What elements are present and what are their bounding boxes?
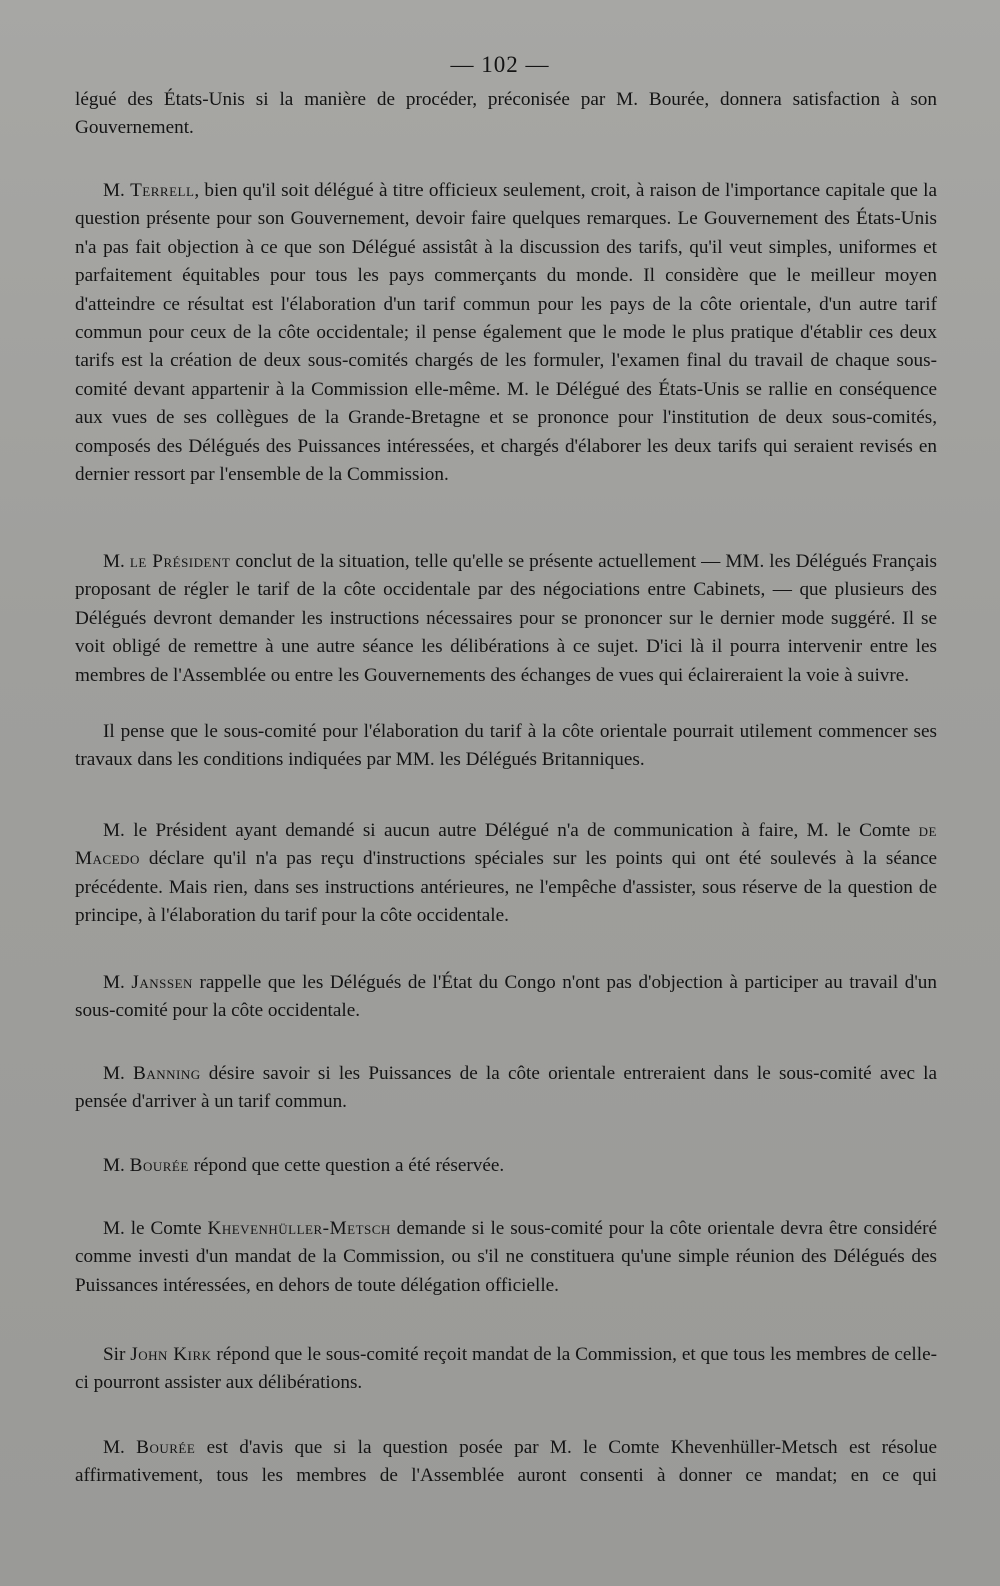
speaker-name: de Macedo [75, 820, 937, 870]
paragraph-janssen [75, 969, 937, 1026]
paragraph-text: Il pense que le sous-comité pour l'élaboration du tarif à la côte orientale pourrait utilement commencer ses travaux dans les conditions indiquées par MM. les Délégués Britanniques. [75, 721, 937, 771]
paragraph-lead: M. [103, 1155, 130, 1176]
paragraph-lead: M. le Président ayant demandé si aucun autre Délégué n'a de communication à faire, M. le Comte [103, 820, 919, 841]
paragraph-lead: M. [103, 180, 131, 201]
speaker-name: le Président [129, 551, 231, 572]
page-number: — 102 — [450, 52, 550, 77]
paragraph-lead: M. le Comte [103, 1218, 208, 1239]
paragraph-lead: M. [103, 551, 130, 572]
paragraph-president-2 [75, 718, 937, 775]
paragraph-text: rappelle que les Délégués de l'État du Congo n'ont pas d'objection à participer au travail d'un sous-comité pour la côte occidentale. [75, 972, 937, 1022]
paragraph-text: déclare qu'il n'a pas reçu d'instructions spéciales sur les points qui ont été soulevés à la séance précédente. Mais rien, dans ses instructions antérieures, ne l'empêche d'assister, sous réserve de la question de principe, à l'élaboration du tarif pour la côte occidentale. [75, 848, 937, 927]
speaker-name: Bourée [129, 1155, 189, 1176]
speaker-name: John Kirk [130, 1344, 212, 1365]
paragraph-banning [75, 1060, 937, 1117]
paragraph-terrell [75, 177, 937, 489]
paragraph-text: conclut de la situation, telle qu'elle se présente actuellement — MM. les Délégués Français proposant de régler le tarif de la côte occidentale par des négociations entre Cabinets, — que plusieurs des Délégués devront demander les instructions nécessaires pour se prononcer sur le dernier mode suggéré. Il se voit obligé de remettre à une autre séance les délibérations à ce sujet. D'ici là il pourra intervenir entre les membres de l'Assemblée ou entre les Gouvernements des échanges de vues qui éclaireraient la voie à suivre. [75, 551, 938, 686]
paragraph-text: légué des États-Unis si la manière de procéder, préconisée par M. Bourée, donnera satisfaction à son Gouvernement. [75, 89, 937, 139]
paragraph-text: est d'avis que si la question posée par M. le Comte Khevenhüller-Metsch est résolue affirmativement, tous les membres de l'Assemblée auront consenti à donner ce mandat; en ce qui [75, 1437, 937, 1487]
paragraph-lead: M. [103, 972, 132, 993]
speaker-name: Bourée [136, 1437, 196, 1458]
speaker-name: Janssen [131, 972, 193, 993]
speaker-name: Terrell [130, 180, 195, 201]
paragraph-lead: M. [103, 1437, 137, 1458]
paragraph-text: demande si le sous-comité pour la côte orientale devra être considéré comme investi d'un mandat de la Commission, ou s'il ne constituera qu'une simple réunion des Délégués des Puissances intéressées, en dehors de toute délégation officielle. [75, 1218, 937, 1296]
paragraph-text: désire savoir si les Puissances de la côte orientale entreraient dans le sous-comité avec la pensée d'arriver à un tarif commun. [75, 1063, 938, 1113]
paragraph-kirk [75, 1341, 937, 1398]
paragraph-text: , bien qu'il soit délégué à titre officieux seulement, croit, à raison de l'importance capitale que la question présente pour son Gouvernement, devoir faire quelques remarques. Le Gouvernement des États-Unis n'a pas fait objection à ce que son Délégué assistât à la discussion des tarifs, qu'il veut simples, uniformes et parfaitement équitables pour tous les pays commerçants du monde. Il considère que le meilleur moyen d'atteindre ce résultat est l'élaboration d'un tarif commun pour les pays de la côte orientale, d'un autre tarif commun pour ceux de la côte occidentale; il pense également que le mode le plus pratique d'établir ces deux tarifs est la création de deux sous-comités chargés de les formuler, l'examen final du travail de chaque sous-comité devant appartenir à la Commission elle-même. M. le Délégué des États-Unis se rallie en conséquence aux vues de ses collègues de la Grande-Bretagne et se prononce pour l'institution de deux sous-comités, composés des Délégués des Puissances intéressées, et chargés d'élaborer les deux tarifs qui seraient revisés en dernier ressort par l'ensemble de la Commission. [75, 180, 937, 486]
paragraph-text: répond que cette question a été réservée. [188, 1155, 505, 1176]
paragraph-lead: Sir [103, 1344, 131, 1365]
paragraph-macedo [75, 817, 937, 931]
speaker-name: Banning [133, 1063, 201, 1084]
paragraph-lead: M. [103, 1063, 134, 1084]
paragraph-bouree [75, 1152, 937, 1180]
paragraph-bouree-2 [75, 1434, 937, 1491]
paragraph-president [75, 548, 937, 690]
paragraph-text: répond que le sous-comité reçoit mandat de la Commission, et que tous les membres de celle-ci pourront assister aux délibérations. [75, 1344, 937, 1394]
paragraph-1 [75, 86, 937, 143]
paragraph-khevenhuller [75, 1215, 937, 1300]
speaker-name: Khevenhüller-Metsch [207, 1218, 391, 1239]
